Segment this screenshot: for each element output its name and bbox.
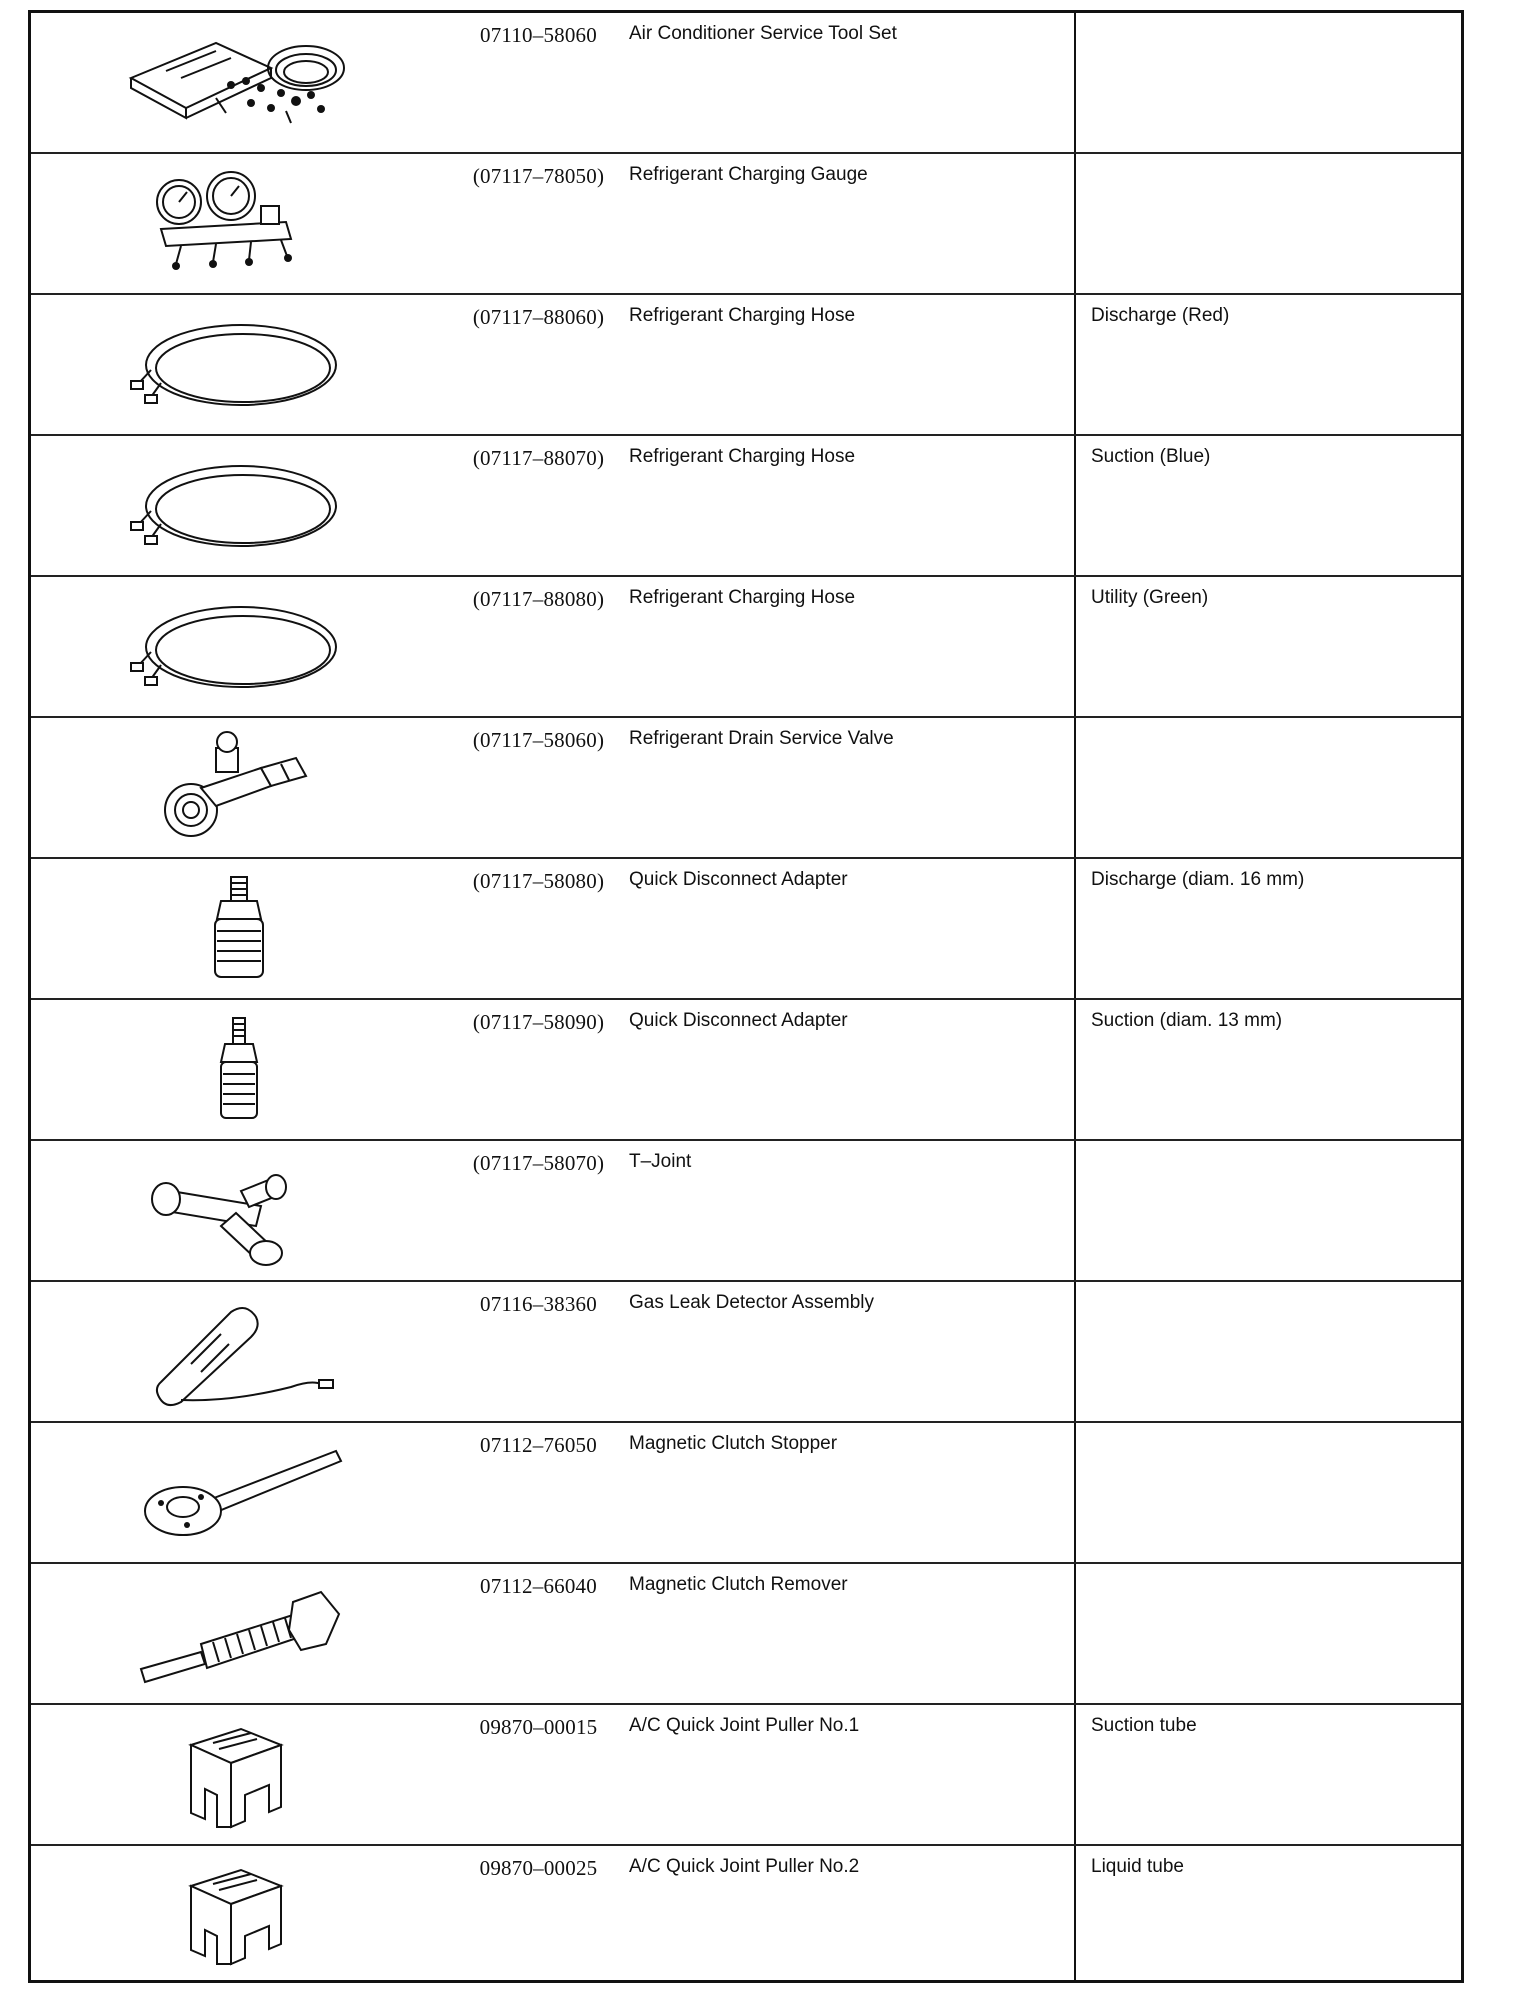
ac-service-tool-set-illustration [121,23,351,143]
tool-name: A/C Quick Joint Puller No.1 [629,1715,860,1736]
clutch-stopper-illustration [121,1433,351,1553]
illustration-cell [31,718,431,857]
tool-note: Utility (Green) [1091,587,1209,608]
tool-name: A/C Quick Joint Puller No.2 [629,1856,860,1877]
part-number: (07117–88060) [472,305,605,329]
part-number: 09870–00025 [479,1856,598,1880]
quick-joint-puller-illustration [121,1715,351,1835]
charging-gauge-illustration [121,164,351,284]
clutch-remover-illustration [121,1574,351,1694]
quick-disconnect-adapter-illustration [121,869,351,989]
drain-service-valve-illustration [121,728,351,848]
table-row [31,13,1461,154]
table-row [31,1846,1461,1980]
illustration-cell [31,154,431,293]
tool-name: Quick Disconnect Adapter [629,869,848,890]
part-number: (07117–58070) [472,1151,605,1175]
tool-note: Suction (Blue) [1091,446,1211,467]
table-row [31,577,1461,718]
illustration-cell [31,1423,431,1562]
table-row [31,436,1461,577]
table-row [31,154,1461,295]
table-row [31,1000,1461,1141]
illustration-cell [31,1705,431,1844]
tool-name: Air Conditioner Service Tool Set [629,23,897,44]
charging-hose-illustration [121,446,351,566]
gas-leak-detector-illustration [121,1292,351,1412]
tool-name: Refrigerant Charging Hose [629,587,856,608]
tool-name: Refrigerant Charging Hose [629,446,856,467]
table-row [31,1705,1461,1846]
table-row [31,1141,1461,1282]
table-row [31,859,1461,1000]
illustration-cell [31,13,431,152]
illustration-cell [31,577,431,716]
tool-note: Suction tube [1091,1715,1197,1736]
part-number: 07112–66040 [480,1574,597,1598]
illustration-cell [31,436,431,575]
part-number: 07110–58060 [480,23,597,47]
illustration-cell [31,859,431,998]
t-joint-illustration [121,1151,351,1271]
part-number: (07117–58060) [472,728,605,752]
illustration-cell [31,1846,431,1985]
illustration-cell [31,1282,431,1421]
part-number: (07117–88070) [472,446,605,470]
part-number: (07117–58090) [472,1010,605,1034]
tool-note: Discharge (Red) [1091,305,1230,326]
special-tools-table [28,10,1464,1983]
part-number: 07116–38360 [480,1292,597,1316]
illustration-cell [31,295,431,434]
charging-hose-illustration [121,587,351,707]
table-row [31,718,1461,859]
tool-name: Refrigerant Charging Gauge [629,164,868,185]
tool-name: Refrigerant Charging Hose [629,305,856,326]
charging-hose-illustration [121,305,351,425]
tool-note: Discharge (diam. 16 mm) [1091,869,1305,890]
illustration-cell [31,1141,431,1280]
tool-name: Refrigerant Drain Service Valve [629,728,894,749]
tool-name: Magnetic Clutch Remover [629,1574,848,1595]
tool-name: Magnetic Clutch Stopper [629,1433,838,1454]
tool-note: Liquid tube [1091,1856,1184,1877]
part-number: 07112–76050 [480,1433,597,1457]
illustration-cell [31,1000,431,1139]
part-number: (07117–58080) [472,869,605,893]
table-row [31,1423,1461,1564]
part-number: (07117–78050) [472,164,605,188]
table-row [31,1564,1461,1705]
part-number: 09870–00015 [479,1715,598,1739]
part-number: (07117–88080) [472,587,605,611]
tool-name: Gas Leak Detector Assembly [629,1292,874,1313]
tool-note: Suction (diam. 13 mm) [1091,1010,1283,1031]
table-row [31,295,1461,436]
tool-name: Quick Disconnect Adapter [629,1010,848,1031]
quick-joint-puller-illustration [121,1856,351,1976]
table-row [31,1282,1461,1423]
illustration-cell [31,1564,431,1703]
tool-name: T–Joint [629,1151,692,1172]
quick-disconnect-adapter-illustration [121,1010,351,1130]
